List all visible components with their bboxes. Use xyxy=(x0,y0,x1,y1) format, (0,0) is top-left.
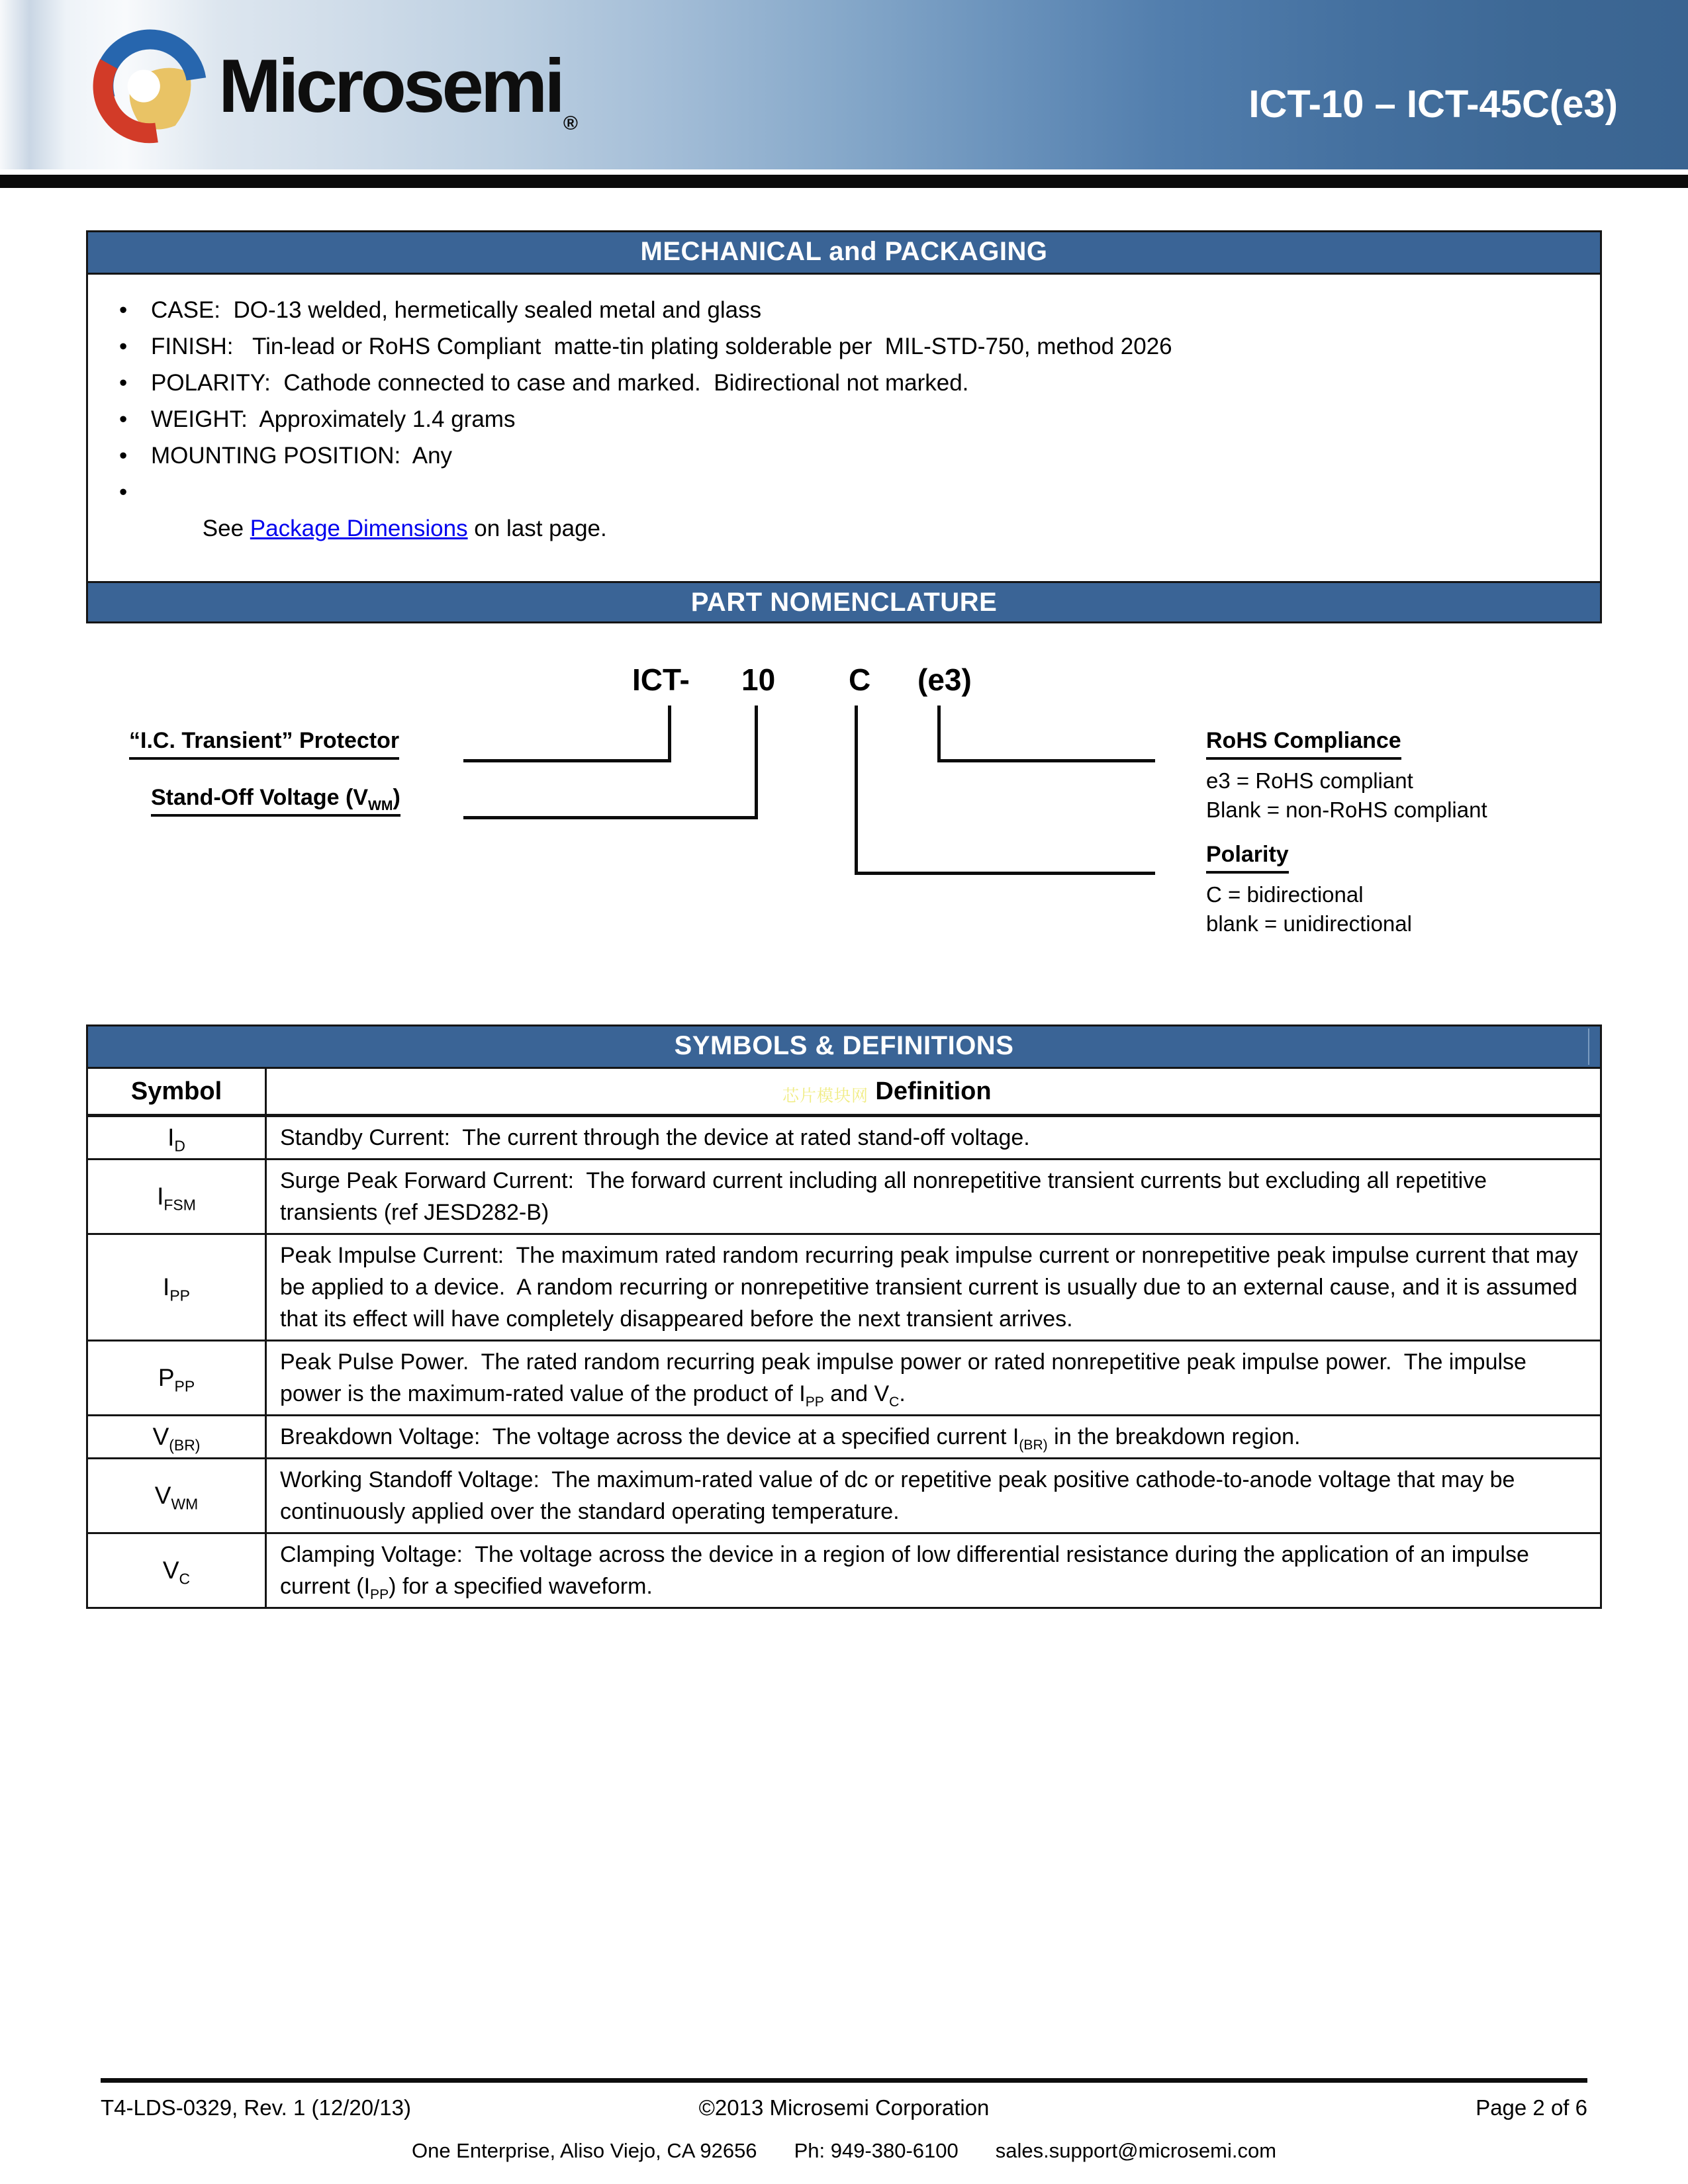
table-row xyxy=(87,1160,1601,1234)
package-dimensions-link[interactable]: Package Dimensions xyxy=(250,516,468,541)
definition-cell: Clamping Voltage: The voltage across the device in a region of low differential resistance during the application of an impulse current $(I_{PP})$ for a specified waveform. xyxy=(266,1533,1601,1608)
footer-address-row xyxy=(101,2139,1587,2163)
symbol-cell: $V_{(BR)}$ xyxy=(87,1416,266,1459)
bullet-weight: • WEIGHT: Approximately 1.4 grams xyxy=(88,401,1580,437)
mechanical-bullet-list xyxy=(88,275,1600,599)
label-ic-transient-protector: “I.C. Transient” Protector xyxy=(129,728,399,760)
rohs-option-blank: Blank = non-RoHS compliant xyxy=(1206,797,1487,822)
table-row xyxy=(87,1416,1601,1459)
nomenclature-section-title: PART NOMENCLATURE xyxy=(690,588,998,617)
table-row xyxy=(87,1341,1601,1416)
registered-trademark: ® xyxy=(563,113,578,134)
mechanical-section-header xyxy=(88,232,1600,275)
connector-line-voltage-vertical xyxy=(755,705,758,819)
symbol-cell: $V_C$ xyxy=(87,1533,266,1608)
mechanical-section xyxy=(86,230,1602,601)
footer-page-number: Page 2 of 6 xyxy=(1476,2095,1587,2120)
part-prefix: ICT- xyxy=(632,662,690,697)
see-prefix: See xyxy=(202,516,250,541)
definition-cell: Peak Impulse Current: The maximum rated random recurring peak impulse current or nonrepetitive peak impulse current that may be applied to a device. A random recurring or nonrepetitive transient current is usually due to an external cause, and it is assumed that its effect will have completely disappeared before the next transient arrives. xyxy=(266,1234,1601,1341)
symbol-cell: $I_{FSM}$ xyxy=(87,1160,266,1234)
table-row xyxy=(87,1533,1601,1608)
polarity-option-c: C = bidirectional xyxy=(1206,882,1364,907)
connector-line-polarity-horizontal xyxy=(855,872,1155,875)
see-suffix: on last page. xyxy=(467,516,607,541)
bullet-case: • CASE: DO-13 welded, hermetically sealed metal and glass xyxy=(88,292,1580,328)
footer-copyright: ©2013 Microsemi Corporation xyxy=(698,2095,990,2120)
symbol-cell: $I_D$ xyxy=(87,1116,266,1160)
bullet-see-package xyxy=(88,474,1580,583)
polarity-block xyxy=(1206,842,1412,938)
bullet-mounting: • MOUNTING POSITION: Any xyxy=(88,437,1580,474)
footer-doc-id: T4-LDS-0329, Rev. 1 (12/20/13) xyxy=(101,2095,411,2120)
rohs-compliance-block xyxy=(1206,728,1487,825)
part-rohs-code: (e3) xyxy=(917,662,972,697)
microsemi-logo xyxy=(91,28,578,144)
definition-cell: Surge Peak Forward Current: The forward current including all nonrepetitive transient currents but excluding all repetitive transients (ref JESD282-B) xyxy=(266,1160,1601,1234)
footer-row xyxy=(101,2095,1587,2124)
bullet-finish: • FINISH: Tin-lead or RoHS Compliant matte-tin plating solderable per MIL-STD-750, method 2026 xyxy=(88,328,1580,365)
footer-address: One Enterprise, Aliso Viejo, CA 92656 xyxy=(411,2139,757,2162)
table-row xyxy=(87,1234,1601,1341)
part-voltage-code: 10 xyxy=(741,662,776,697)
page-header xyxy=(0,0,1688,169)
definition-cell: Working Standoff Voltage: The maximum-rated value of dc or repetitive peak positive cathode-to-anode voltage that may be continuously applied over the standard operating temperature. xyxy=(266,1459,1601,1533)
connector-line-polarity-vertical xyxy=(855,705,858,875)
rohs-option-e3: e3 = RoHS compliant xyxy=(1206,768,1413,793)
mechanical-section-title: MECHANICAL and PACKAGING xyxy=(640,237,1048,266)
brand-wordmark: Microsemi xyxy=(218,44,562,128)
column-header-symbol: Symbol xyxy=(87,1068,266,1116)
symbols-table xyxy=(86,1067,1602,1609)
footer-phone: Ph: 949-380-6100 xyxy=(794,2139,959,2162)
symbols-section-title: SYMBOLS & DEFINITIONS xyxy=(674,1031,1014,1060)
definition-header-label: Definition xyxy=(875,1077,992,1105)
bar-artifact-line xyxy=(1588,1028,1589,1065)
symbol-cell: $P_{PP}$ xyxy=(87,1341,266,1416)
table-row xyxy=(87,1116,1601,1160)
table-row xyxy=(87,1459,1601,1533)
document-title: ICT-10 – ICT-45C(e3) xyxy=(1248,83,1618,126)
microsemi-globe-icon xyxy=(91,28,208,144)
connector-line-rohs-vertical xyxy=(937,705,941,762)
symbol-cell: $I_{PP}$ xyxy=(87,1234,266,1341)
symbol-cell: $V_{WM}$ xyxy=(87,1459,266,1533)
connector-line-prefix-horizontal xyxy=(463,759,671,762)
symbols-section-header xyxy=(86,1024,1602,1067)
footer-email: sales.support@microsemi.com xyxy=(995,2139,1277,2162)
definition-cell: Peak Pulse Power. The rated random recurring peak impulse power or rated nonrepetitive peak impulse power. The impulse power is the maximum-rated value of the product of $I_{PP}$ and $V_C$. xyxy=(266,1341,1601,1416)
connector-line-prefix-vertical xyxy=(668,705,671,762)
rohs-compliance-title: RoHS Compliance xyxy=(1206,728,1401,760)
polarity-option-blank: blank = unidirectional xyxy=(1206,911,1412,936)
part-polarity-code: C xyxy=(849,662,871,697)
symbols-section xyxy=(86,1024,1602,1609)
bullet-polarity: • POLARITY: Cathode connected to case and marked. Bidirectional not marked. xyxy=(88,365,1580,401)
nomenclature-section-header xyxy=(86,581,1602,623)
header-divider-bar xyxy=(0,175,1688,188)
watermark-text: 芯片模块网 xyxy=(782,1087,868,1106)
connector-line-voltage-horizontal xyxy=(463,816,758,819)
definition-cell: Standby Current: The current through the device at rated stand-off voltage. xyxy=(266,1116,1601,1160)
label-standoff-voltage: Stand-Off Voltage $(V_{WM})$ xyxy=(151,785,400,817)
footer-divider xyxy=(101,2078,1587,2083)
polarity-title: Polarity xyxy=(1206,842,1289,874)
connector-line-rohs-horizontal xyxy=(937,759,1155,762)
symbols-table-header-row xyxy=(87,1068,1601,1116)
column-header-definition xyxy=(266,1068,1601,1116)
definition-cell: Breakdown Voltage: The voltage across the device at a specified current $I_{(BR)}$ in the breakdown region. xyxy=(266,1416,1601,1459)
